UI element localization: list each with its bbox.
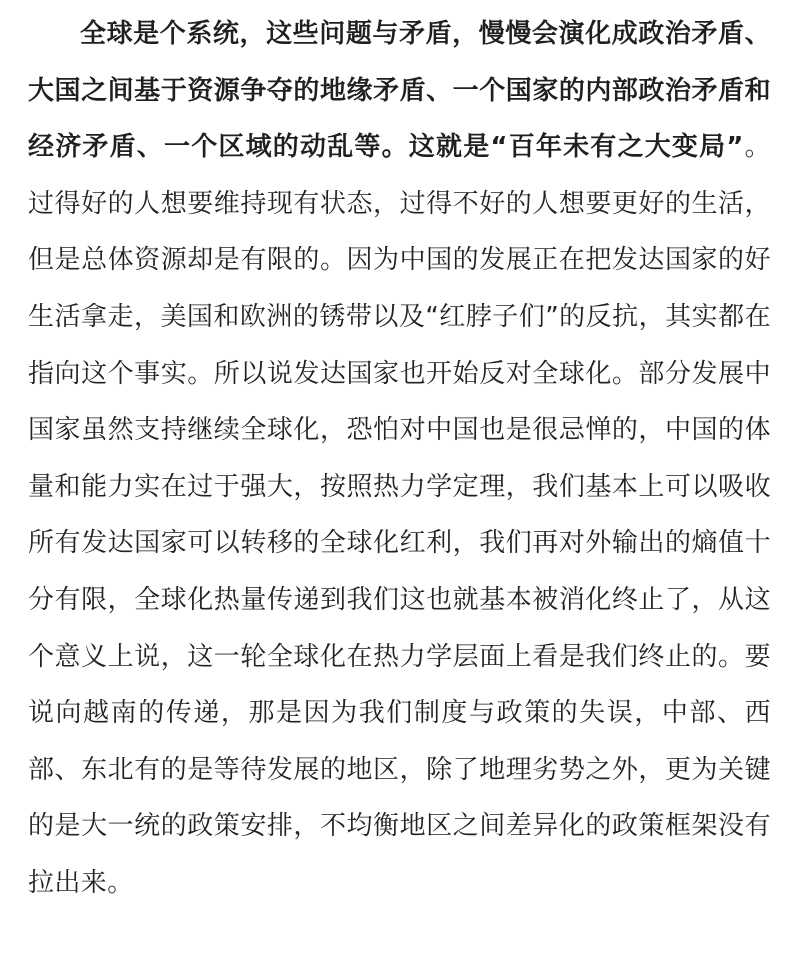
body-text: 。过得好的人想要维持现有状态，过得不好的人想要更好的生活，但是总体资源却是有限的。因为中国的发展正在把发达国家的好生活拿走，美国和欧洲的锈带以及“红脖子们”的反抗，其实都在指向这个事实。所以说发达国家也开始反对全球化。部分发展中国家虽然支持继续全球化，恐怕对中国也是很忌惮的，中国的体量和能力实在过于强大，按照热力学定理，我们基本上可以吸收所有发达国家可以转移的全球化红利，我们再对外输出的熵值十分有限，全球化热量传递到我们这也就基本被消化终止了，从这个意义上说，这一轮全球化在热力学层面上看是我们终止的。要说向越南的传递，那是因为我们制度与政策的失误，中部、西部、东北有的是等待发展的地区，除了地理劣势之外，更为关键的是大一统的政策安排，不均衡地区之间差异化的政策框架没有拉出来。	[28, 132, 771, 898]
bold-lead-text: 全球是个系统，这些问题与矛盾，慢慢会演化成政治矛盾、大国之间基于资源争夺的地缘矛盾、一个国家的内部政治矛盾和经济矛盾、一个区域的动乱等。这就是“百年未有之大变局”	[28, 19, 771, 163]
article-paragraph	[28, 6, 771, 912]
